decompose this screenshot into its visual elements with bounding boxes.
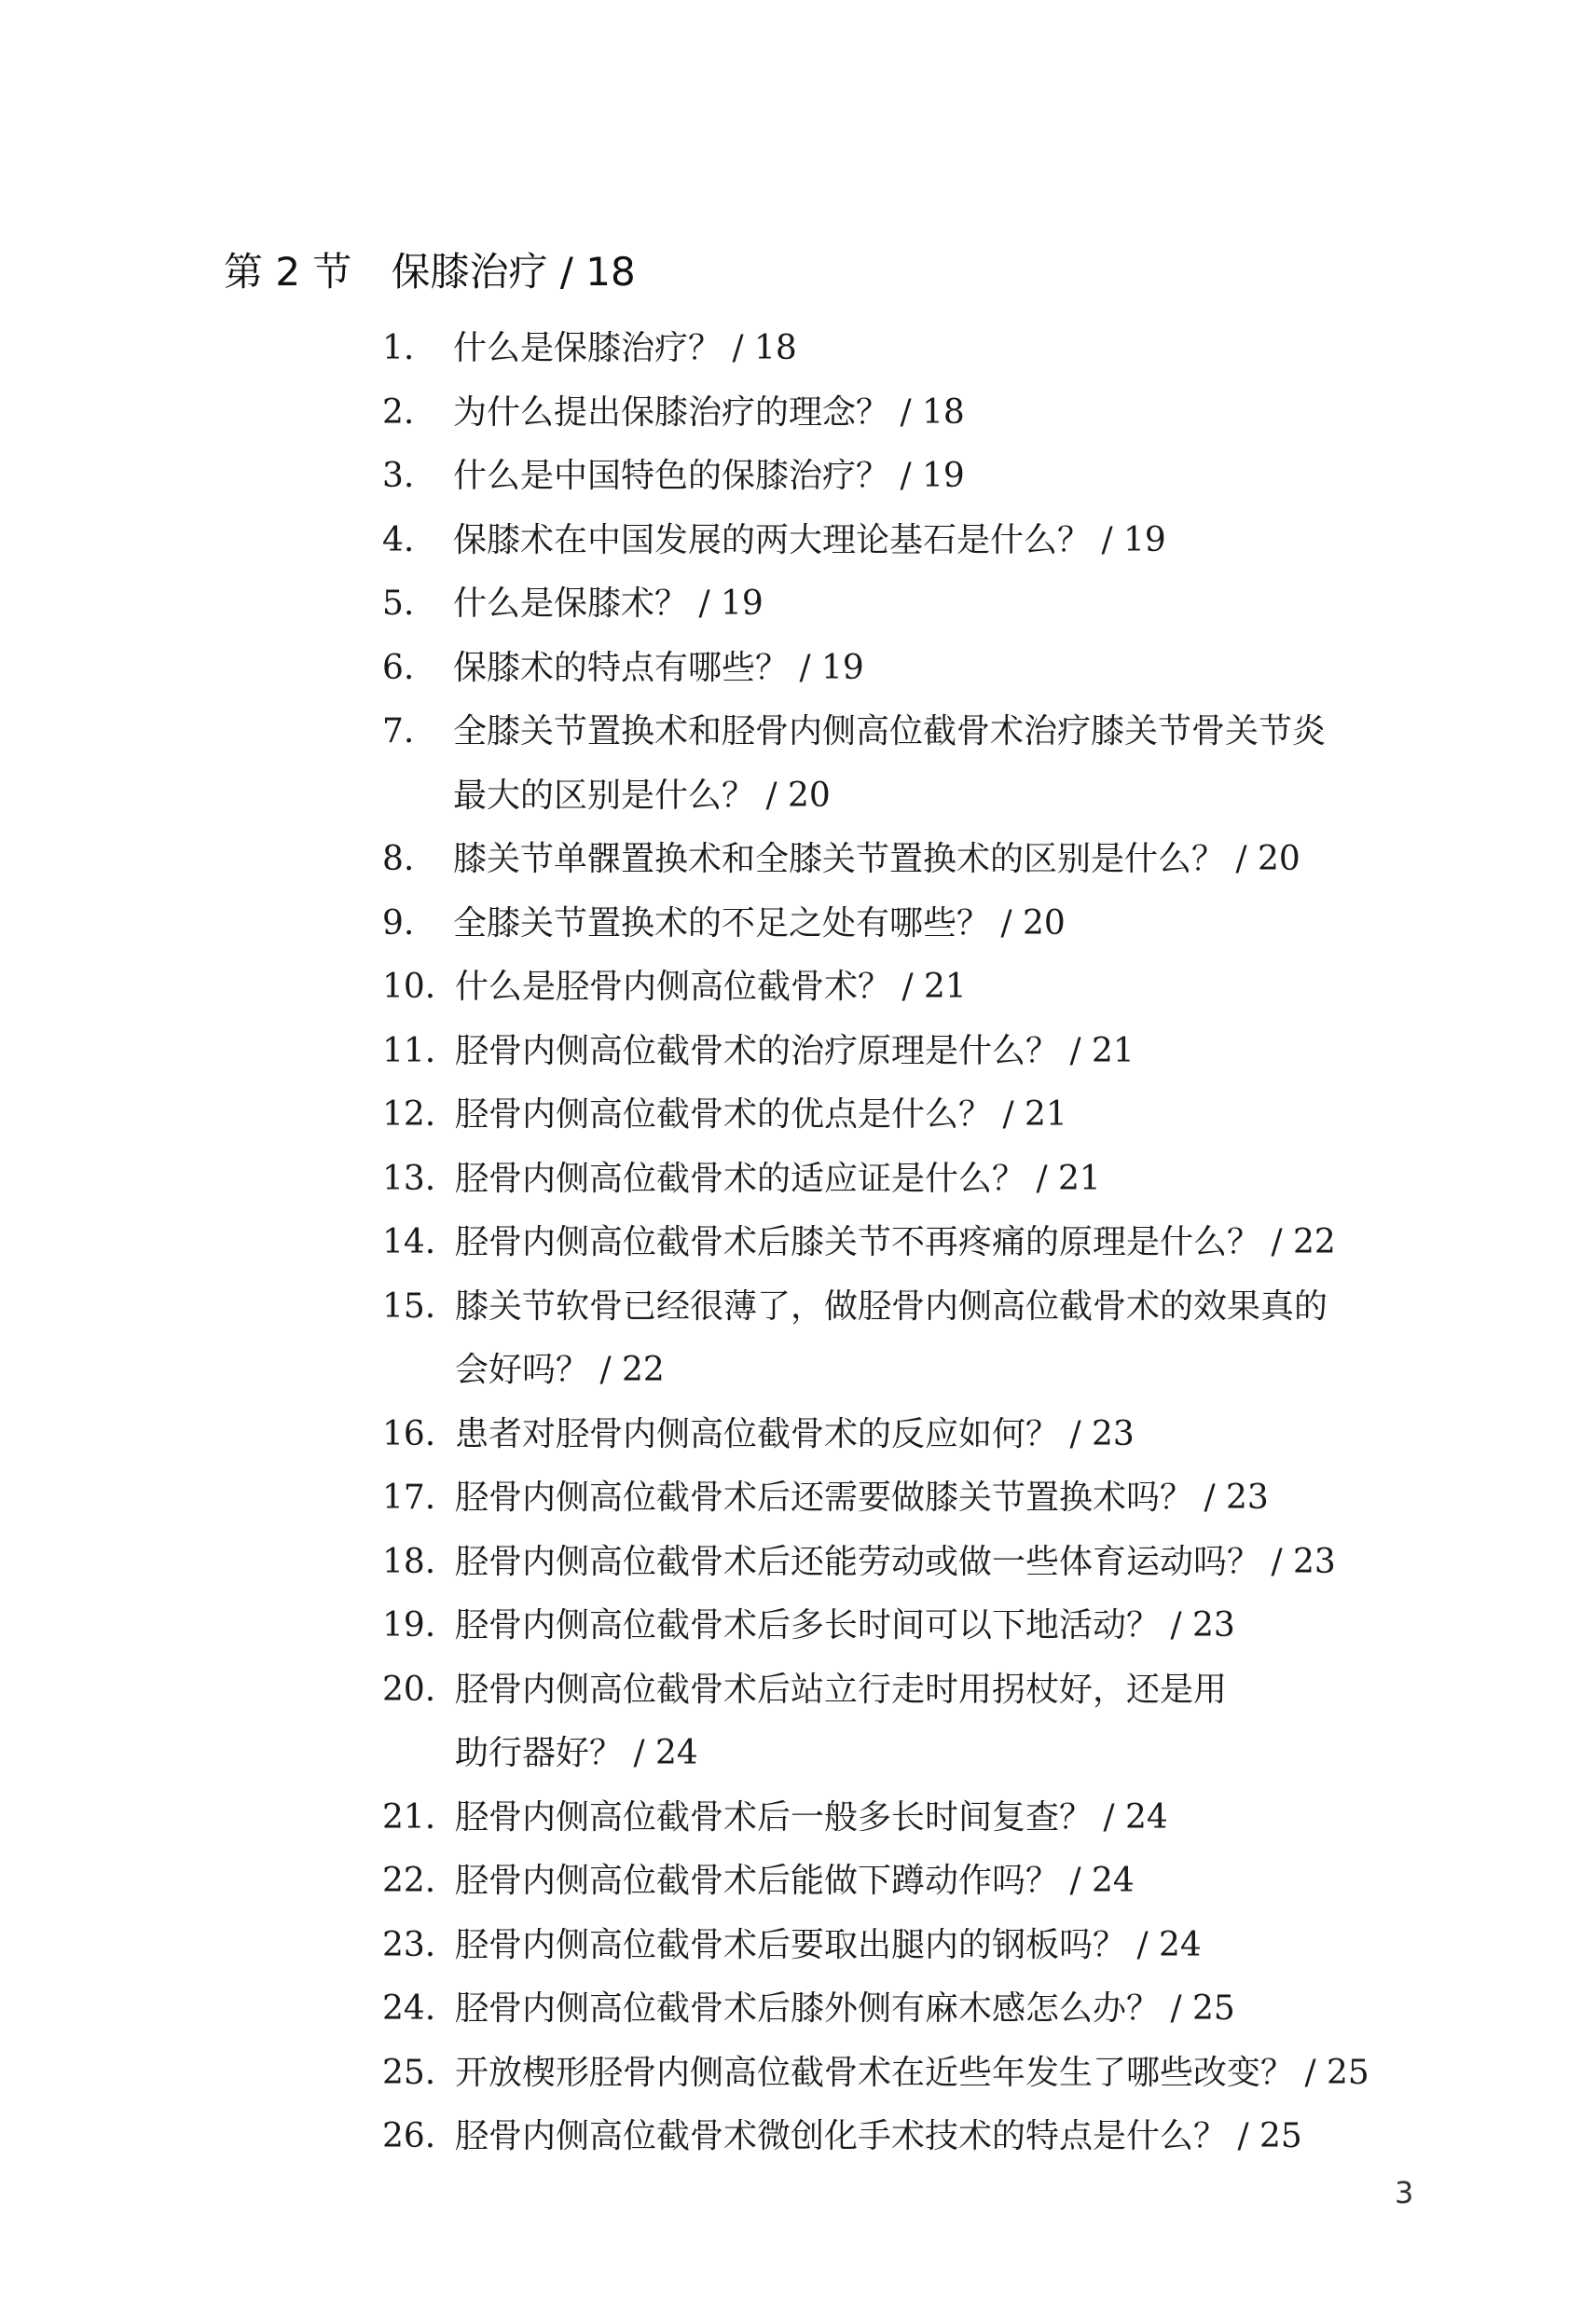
entry-number: 9.	[382, 903, 415, 943]
entry-question	[453, 509, 1166, 573]
toc-entry[interactable]	[382, 1531, 1408, 1595]
entry-line: 胫骨内侧高位截骨术的适应证是什么？ / 21	[455, 1159, 1101, 1198]
entry-number: 15.	[382, 1287, 436, 1326]
entry-line: 会好吗？ / 22	[455, 1351, 665, 1389]
toc-entry[interactable]	[382, 1594, 1408, 1658]
entry-line: 什么是中国特色的保膝治疗？ / 19	[453, 457, 965, 495]
entry-number: 26.	[382, 2117, 436, 2155]
entry-number: 24.	[382, 1989, 436, 2028]
entry-line: 保膝术的特点有哪些？ / 19	[453, 648, 864, 687]
toc-entry[interactable]	[382, 381, 1408, 446]
entry-line: 胫骨内侧高位截骨术的优点是什么？ / 21	[455, 1095, 1067, 1134]
entry-line: 胫骨内侧高位截骨术后站立行走时用拐杖好，还是用	[455, 1670, 1228, 1709]
entry-line: 全膝关节置换术和胫骨内侧高位截骨术治疗膝关节骨关节炎	[453, 712, 1327, 750]
entry-question	[453, 700, 1326, 828]
toc-entry[interactable]	[382, 2042, 1408, 2106]
entry-number: 21.	[382, 1797, 436, 1837]
toc-entry[interactable]	[382, 637, 1408, 701]
entry-line: 什么是胫骨内侧高位截骨术？ / 21	[455, 968, 967, 1006]
toc-entry[interactable]	[382, 1658, 1408, 1786]
entry-line: 患者对胫骨内侧高位截骨术的反应如何？ / 23	[455, 1414, 1135, 1453]
toc-entry[interactable]	[382, 892, 1408, 956]
entry-number: 19.	[382, 1606, 436, 1645]
toc-entry[interactable]	[382, 1083, 1408, 1148]
entry-number: 20.	[382, 1670, 436, 1709]
section-title: 保膝治疗 / 18	[391, 249, 636, 295]
toc-entry[interactable]	[382, 317, 1408, 381]
entry-question	[453, 317, 797, 381]
entry-question	[453, 381, 965, 446]
entry-number: 6.	[382, 648, 415, 687]
toc-entry[interactable]	[382, 445, 1408, 509]
entry-question	[455, 1914, 1202, 1978]
toc-entry[interactable]	[382, 1466, 1408, 1531]
toc-entry[interactable]	[382, 1148, 1408, 1212]
entry-number: 8.	[382, 840, 415, 878]
entry-line: 助行器好？ / 24	[455, 1734, 698, 1772]
entry-question	[455, 1658, 1227, 1786]
toc-entry[interactable]	[382, 956, 1408, 1020]
entry-question	[455, 1020, 1135, 1084]
entry-number: 3.	[382, 457, 415, 495]
entry-line: 什么是保膝治疗？ / 18	[453, 329, 797, 367]
entry-number: 25.	[382, 2053, 436, 2092]
toc-entry[interactable]	[382, 1403, 1408, 1467]
entry-line: 胫骨内侧高位截骨术后膝关节不再疼痛的原理是什么？ / 22	[455, 1223, 1336, 1261]
entry-number: 22.	[382, 1862, 436, 1900]
entry-number: 10.	[382, 968, 436, 1006]
toc-entry[interactable]	[382, 1850, 1408, 1914]
entry-line: 胫骨内侧高位截骨术后一般多长时间复查？ / 24	[455, 1797, 1168, 1837]
entry-question	[455, 1083, 1067, 1148]
entry-line: 保膝术在中国发展的两大理论基石是什么？ / 19	[453, 520, 1166, 559]
entry-number: 17.	[382, 1479, 436, 1517]
toc-entry[interactable]	[382, 1020, 1408, 1084]
entry-line: 胫骨内侧高位截骨术后要取出腿内的钢板吗？ / 24	[455, 1925, 1202, 1964]
section-number: 第 2 节	[224, 249, 352, 295]
entry-question	[453, 637, 864, 701]
entry-question	[455, 2105, 1302, 2169]
entry-line: 最大的区别是什么？ / 20	[453, 776, 831, 815]
entry-number: 5.	[382, 585, 415, 623]
entry-question	[455, 1850, 1135, 1914]
entry-question	[455, 1275, 1328, 1403]
entry-question	[455, 1211, 1336, 1275]
entry-line: 全膝关节置换术的不足之处有哪些？ / 20	[453, 903, 1066, 943]
entry-number: 23.	[382, 1925, 436, 1964]
entry-line: 胫骨内侧高位截骨术的治疗原理是什么？ / 21	[455, 1031, 1135, 1070]
entry-question	[455, 1594, 1235, 1658]
entry-number: 1.	[382, 329, 415, 367]
entry-question	[455, 1148, 1101, 1212]
page-number: 3	[1395, 2175, 1414, 2210]
entry-question	[453, 892, 1066, 956]
toc-entry[interactable]	[382, 2105, 1408, 2169]
toc-entry[interactable]	[382, 1977, 1408, 2042]
toc-entry[interactable]	[382, 700, 1408, 828]
entry-number: 4.	[382, 520, 415, 559]
entry-question	[455, 1977, 1235, 2042]
toc-entry[interactable]	[382, 572, 1408, 637]
toc-list	[382, 317, 1408, 2169]
entry-line: 开放楔形胫骨内侧高位截骨术在近些年发生了哪些改变？ / 25	[455, 2053, 1369, 2092]
entry-line: 胫骨内侧高位截骨术后膝外侧有麻木感怎么办？ / 25	[455, 1989, 1235, 2028]
toc-entry[interactable]	[382, 1211, 1408, 1275]
entry-question	[453, 828, 1300, 892]
entry-number: 2.	[382, 392, 415, 432]
entry-question	[455, 2042, 1369, 2106]
entry-number: 11.	[382, 1031, 436, 1070]
entry-question	[453, 572, 764, 637]
entry-line: 胫骨内侧高位截骨术后还能劳动或做一些体育运动吗？ / 23	[455, 1542, 1336, 1581]
entry-number: 7.	[382, 712, 415, 750]
entry-line: 胫骨内侧高位截骨术后多长时间可以下地活动？ / 23	[455, 1606, 1235, 1645]
section-heading	[224, 244, 636, 300]
entry-number: 18.	[382, 1542, 436, 1581]
entry-line: 什么是保膝术？ / 19	[453, 585, 764, 623]
entry-number: 13.	[382, 1159, 436, 1198]
toc-entry[interactable]	[382, 1914, 1408, 1978]
entry-line: 胫骨内侧高位截骨术后能做下蹲动作吗？ / 24	[455, 1862, 1135, 1900]
entry-question	[453, 445, 965, 509]
toc-entry[interactable]	[382, 509, 1408, 573]
entry-line: 膝关节单髁置换术和全膝关节置换术的区别是什么？ / 20	[453, 840, 1300, 878]
entry-line: 胫骨内侧高位截骨术后还需要做膝关节置换术吗？ / 23	[455, 1479, 1269, 1517]
entry-number: 16.	[382, 1414, 436, 1453]
entry-question	[455, 1466, 1269, 1531]
entry-line: 为什么提出保膝治疗的理念？ / 18	[453, 392, 965, 432]
toc-entry[interactable]	[382, 1786, 1408, 1851]
entry-question	[455, 1403, 1135, 1467]
entry-question	[455, 1531, 1336, 1595]
entry-number: 14.	[382, 1223, 436, 1261]
entry-line: 胫骨内侧高位截骨术微创化手术技术的特点是什么？ / 25	[455, 2117, 1302, 2155]
entry-number: 12.	[382, 1095, 436, 1134]
entry-question	[455, 956, 967, 1020]
toc-entry[interactable]	[382, 828, 1408, 892]
entry-question	[455, 1786, 1168, 1851]
entry-line: 膝关节软骨已经很薄了，做胫骨内侧高位截骨术的效果真的	[455, 1287, 1328, 1326]
toc-entry[interactable]	[382, 1275, 1408, 1403]
